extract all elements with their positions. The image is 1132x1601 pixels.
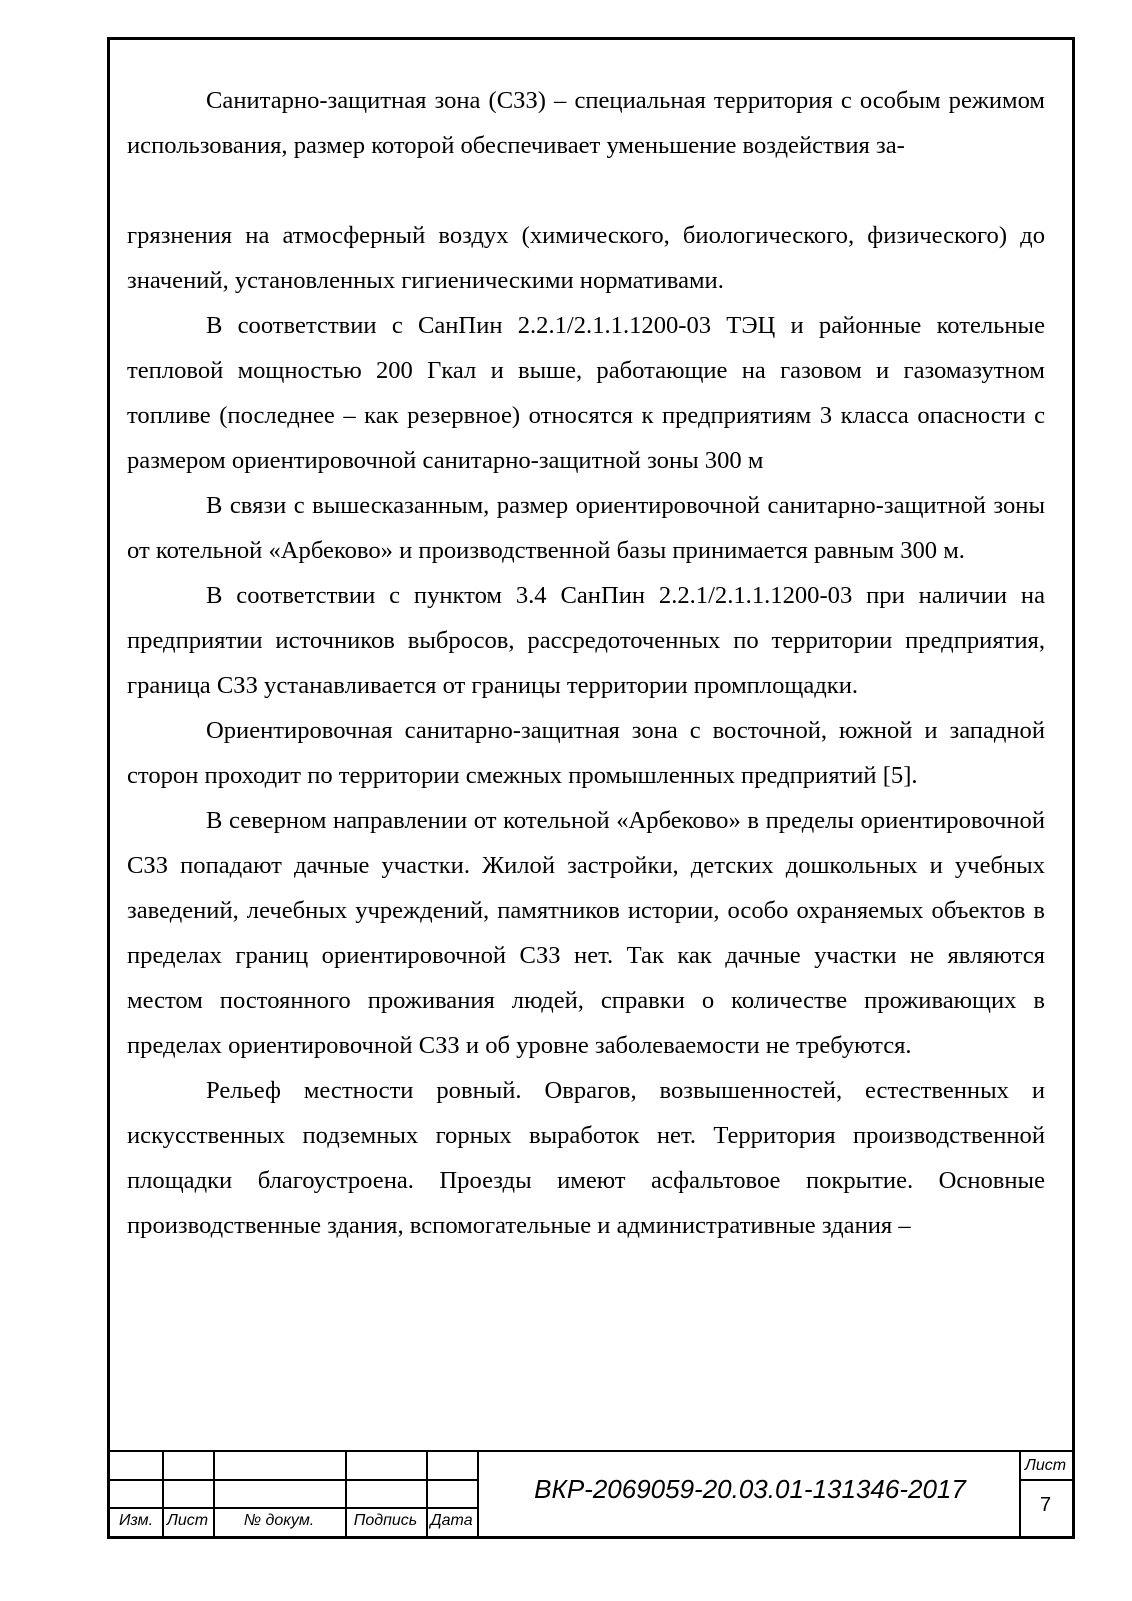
paragraph-4: В связи с вышесказанным, размер ориентировочной санитарно-защитной зоны от котельной «Арбеково» и производственной базы принимается равным 300 м. [127, 492, 1045, 564]
col-list-label: Лист [166, 1512, 209, 1529]
grid-line [110, 1507, 477, 1509]
grid-line [1019, 1479, 1072, 1481]
col-izm-label: Изм. [118, 1512, 154, 1529]
document-body [127, 78, 1045, 1248]
paragraph-6: Ориентировочная санитарно-защитная зона с восточной, южной и западной сторон проходит по территории смежных промышленных предприятий [5]. [127, 717, 1045, 789]
paragraph-8: Рельеф местности ровный. Оврагов, возвышенностей, естественных и искусственных подземных горных выработок нет. Территория производственной площадки благоустроена. Проезды имеют асфальтовое покрытие. Основные производственные здания, вспомогательные и административные здания – [127, 1077, 1045, 1239]
page-frame [107, 37, 1075, 1539]
grid-line [110, 1479, 477, 1481]
title-block [110, 1450, 1072, 1536]
sheet-number: 7 [1039, 1494, 1052, 1516]
paragraph-5: В соответствии с пунктом 3.4 СанПин 2.2.1/2.1.1.1200-03 при наличии на предприятии источников выбросов, рассредоточенных по территории предприятия, граница СЗЗ устанавливается от границы территории промплощадки. [127, 582, 1045, 699]
paragraph-3: В соответствии с СанПин 2.2.1/2.1.1.1200-03 ТЭЦ и районные котельные тепловой мощностью 200 Гкал и выше, работающие на газовом и газомазутном топливе (последнее – как резервное) относятся к предприятиям 3 класса опасности с размером ориентировочной санитарно-защитной зоны 300 м [127, 312, 1045, 474]
paragraph-7: В северном направлении от котельной «Арбеково» в пределы ориентировочной СЗЗ попадают дачные участки. Жилой застройки, детских дошкольных и учебных заведений, лечебных учреждений, памятников истории, особо охраняемых объектов в пределах границ ориентировочной СЗЗ нет. Так как дачные участки не являются местом постоянного проживания людей, справки о количестве проживающих в пределах ориентировочной СЗЗ и об уровне заболеваемости не требуются. [127, 807, 1045, 1059]
grid-line [477, 1452, 479, 1536]
col-date-label: Дата [430, 1512, 473, 1529]
paragraph-2: грязнения на атмосферный воздух (химического, биологического, физического) до значений, установленных гигиеническими нормативами. [127, 222, 1045, 294]
paragraph-gap [127, 168, 1045, 213]
sheet-label: Лист [1024, 1457, 1067, 1474]
col-doc-label: № докум. [243, 1512, 315, 1529]
col-sign-label: Подпись [353, 1512, 418, 1529]
document-code: ВКР-2069059-20.03.01-131346-2017 [534, 1474, 966, 1504]
paragraph-1: Санитарно-защитная зона (СЗЗ) – специальная территория с особым режимом использования, размер которой обеспечивает уменьшение воздействия за- [127, 87, 1045, 159]
